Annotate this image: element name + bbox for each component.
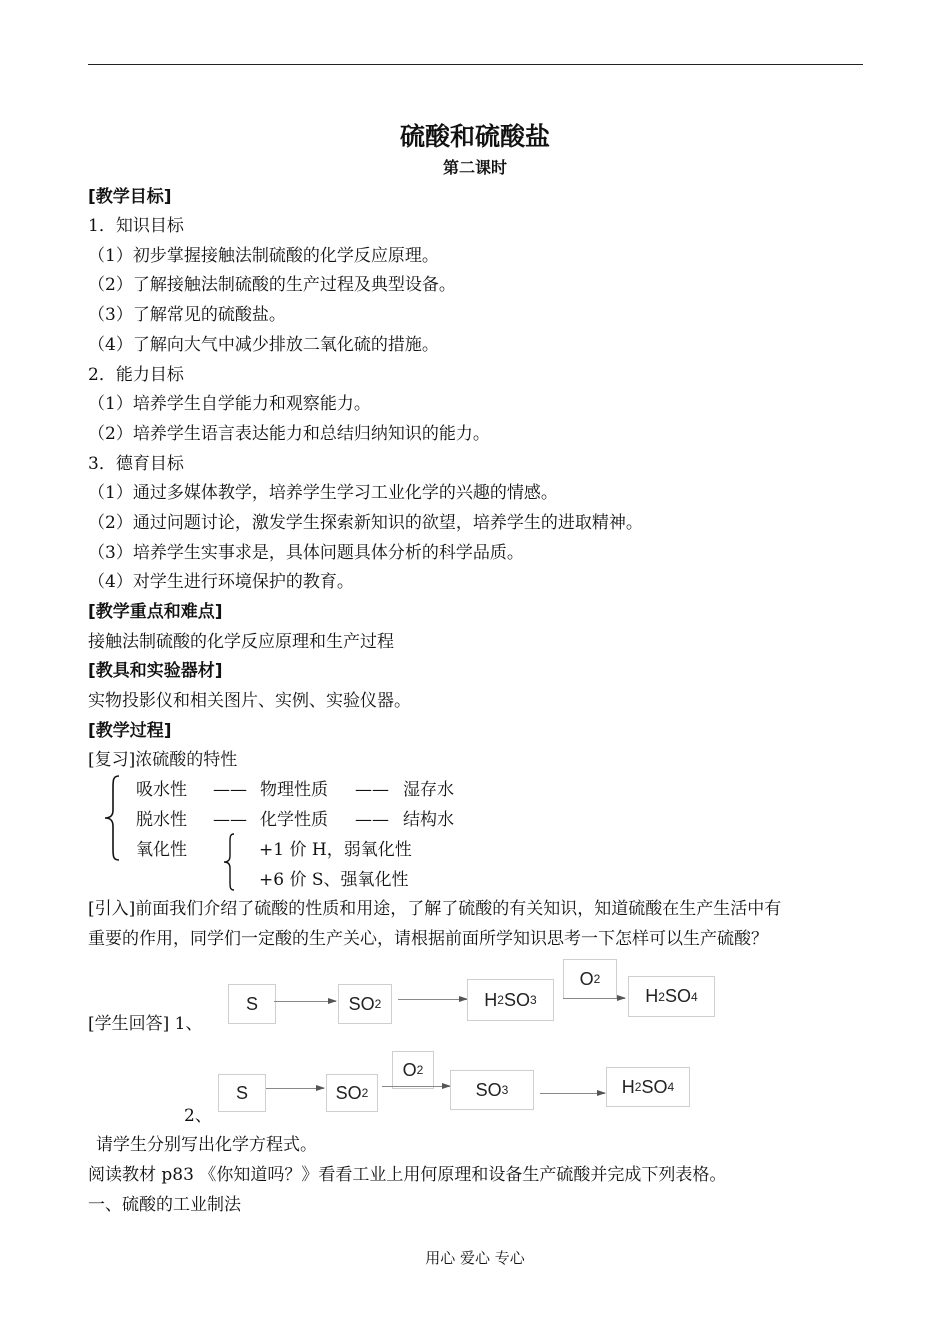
part-heading: 一、硫酸的工业制法	[88, 1195, 241, 1215]
prop-dash: ——	[355, 810, 389, 830]
moral-item: （3）培养学生实事求是，具体问题具体分析的科学品质。	[88, 543, 524, 563]
prop-dash: ——	[355, 780, 389, 800]
page-footer: 用心 爱心 专心	[425, 1249, 525, 1267]
page-title: 硫酸和硫酸盐	[399, 122, 550, 151]
formula-box-s: S	[218, 1074, 266, 1112]
arrow-icon	[382, 1086, 450, 1087]
arrow-icon	[398, 999, 467, 1000]
arrow-icon	[540, 1093, 605, 1094]
prop-water: 湿存水	[403, 780, 454, 800]
knowledge-item: （4）了解向大气中减少排放二氧化硫的措施。	[88, 335, 439, 355]
oxid-a: +1 价 H，弱氧化性	[259, 840, 412, 860]
intro-line-2: 重要的作用，同学们一定酸的生产关心，请根据前面所学知识思考一下怎样可以生产硫酸？	[88, 929, 768, 949]
oxid-name: 氧化性	[136, 840, 187, 860]
key-heading: [教学重点和难点]	[88, 602, 223, 622]
knowledge-item: （2）了解接触法制硫酸的生产过程及典型设备。	[88, 275, 456, 295]
left-brace-icon	[103, 774, 121, 862]
ability-item: （2）培养学生语言表达能力和总结归纳知识的能力。	[88, 424, 490, 444]
moral-heading: 3．德育目标	[88, 454, 184, 474]
small-brace-icon	[222, 832, 236, 892]
prop-dash: ——	[213, 810, 247, 830]
knowledge-heading: 1．知识目标	[88, 216, 184, 236]
knowledge-item: （1）初步掌握接触法制硫酸的化学反应原理。	[88, 246, 439, 266]
moral-item: （1）通过多媒体教学，培养学生学习工业化学的兴趣的情感。	[88, 483, 558, 503]
formula-box-so3: SO 3	[450, 1070, 534, 1110]
formula-box-so2: SO 2	[326, 1074, 378, 1112]
review-line: [复习]浓硫酸的特性	[88, 750, 238, 770]
arrow-icon	[563, 998, 625, 999]
moral-item: （4）对学生进行环境保护的教育。	[88, 572, 354, 592]
arrow-icon	[274, 1001, 336, 1002]
arrow-icon	[266, 1088, 324, 1089]
moral-item: （2）通过问题讨论，激发学生探索新知识的欲望，培养学生的进取精神。	[88, 513, 643, 533]
formula-box-o2: O 2	[563, 959, 617, 999]
ability-heading: 2．能力目标	[88, 365, 184, 385]
process-heading: [教学过程]	[88, 721, 172, 741]
oxid-b: +6 价 S、强氧化性	[259, 870, 409, 890]
tools-heading: [教具和实验器材]	[88, 661, 223, 681]
header-rule	[88, 64, 863, 65]
prop-name: 脱水性	[136, 810, 187, 830]
prop-kind: 物理性质	[260, 780, 328, 800]
formula-box-h2so3: H 2 SO 3	[467, 979, 554, 1021]
prop-dash: ——	[213, 780, 247, 800]
ask-line: 请学生分别写出化学方程式。	[96, 1135, 317, 1155]
prop-kind: 化学性质	[260, 810, 328, 830]
answer-label-2: 2、	[184, 1106, 212, 1126]
read-line: 阅读教材 p83 《你知道吗？》看看工业上用何原理和设备生产硫酸并完成下列表格。	[88, 1165, 727, 1185]
ability-item: （1）培养学生自学能力和观察能力。	[88, 394, 371, 414]
formula-box-s: S	[228, 984, 276, 1024]
page-subtitle: 第二课时	[442, 158, 507, 177]
formula-box-h2so4: H 2 SO 4	[628, 976, 715, 1017]
answer-label-1: [学生回答] 1、	[88, 1014, 203, 1034]
formula-box-h2so4: H 2 SO 4	[606, 1067, 690, 1107]
prop-name: 吸水性	[136, 780, 187, 800]
goals-heading: [教学目标]	[88, 187, 172, 207]
prop-water: 结构水	[403, 810, 454, 830]
formula-box-o2: O 2	[392, 1051, 434, 1089]
formula-box-so2: SO 2	[338, 984, 392, 1024]
key-text: 接触法制硫酸的化学反应原理和生产过程	[88, 632, 394, 652]
knowledge-item: （3）了解常见的硫酸盐。	[88, 305, 286, 325]
intro-line-1: [引入]前面我们介绍了硫酸的性质和用途，了解了硫酸的有关知识，知道硫酸在生产生活中有	[88, 899, 782, 919]
tools-text: 实物投影仪和相关图片、实例、实验仪器。	[88, 691, 411, 711]
